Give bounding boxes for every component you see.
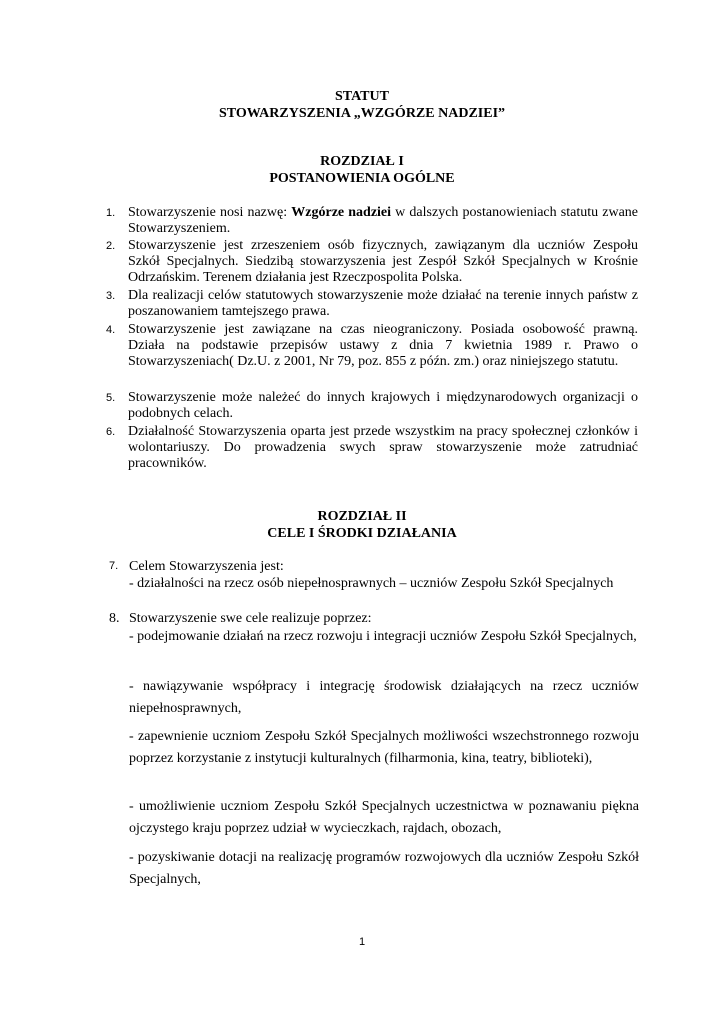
title-line-1: STATUT (335, 89, 389, 104)
title-line-2: STOWARZYSZENIA „WZGÓRZE NADZIEI” (218, 106, 506, 121)
article-text: Stowarzyszenie jest zrzeszeniem osób fizycznych, zawiązanym dla uczniów Zespołu Szkół Specjalnych. Siedzibą stowarzyszenia jest Zespół Szkół Specjalnych w Krośnie Odrzańskim. Terenem działania jest Rzeczpospolita Polska. (128, 238, 638, 285)
means-item: - zapewnienie uczniom Zespołu Szkół Specjalnych możliwości wszechstronnego rozwoju poprzez korzystanie z instytucji kulturalnych (filharmonia, kina, teatry, biblioteki), (129, 729, 639, 766)
article-7-goal: - działalności na rzecz osób niepełnosprawnych – uczniów Zespołu Szkół Specjalnych (129, 576, 614, 591)
statute-title (0, 88, 724, 122)
page-number: 1 (358, 936, 366, 948)
article-text: Stowarzyszenie swe cele realizuje poprzez: (129, 611, 372, 626)
article-text: Stowarzyszenie jest zawiązane na czas nieograniczony. Posiada osobowość prawną. Działa na podstawie przepisów ustawy z dnia 7 kwietnia 1989 r. Prawo o Stowarzyszeniach( Dz.U. z 2001, Nr 79, poz. 855 z późn. zm.) oraz niniejszego statutu. (128, 322, 638, 369)
chapter-1-heading (0, 153, 724, 187)
article-text: Dla realizacji celów statutowych stowarzyszenie może działać na terenie innych państw z poszanowaniem tamtejszego prawa. (128, 288, 638, 319)
article-4 (106, 322, 638, 370)
association-name: Wzgórze nadziei (291, 205, 392, 220)
article-6 (106, 424, 638, 472)
chapter-1-label: ROZDZIAŁ I (320, 154, 404, 169)
article-number: 3. (106, 290, 116, 302)
article-1 (106, 205, 638, 237)
article-number: 7. (109, 560, 119, 572)
article-8 (109, 610, 639, 627)
article-number: 4. (106, 324, 116, 336)
chapter-2-name: CELE I ŚRODKI DZIAŁANIA (267, 526, 457, 541)
article-number: 2. (106, 240, 116, 252)
article-number: 8. (109, 611, 120, 626)
article-number: 5. (106, 392, 116, 404)
means-item: - umożliwienie uczniom Zespołu Szkół Specjalnych uczestnictwa w poznawaniu piękna ojczystego kraju poprzez udział w wycieczkach, rajdach, obozach, (129, 799, 639, 836)
article-number: 1. (106, 207, 116, 219)
article-number: 6. (106, 426, 116, 438)
article-text: Stowarzyszenie nosi nazwę: Wzgórze nadziei w dalszych postanowieniach statutu zwane Stowarzyszeniem. (128, 205, 638, 236)
chapter-2-heading (0, 508, 724, 542)
chapter-1-name: POSTANOWIENIA OGÓLNE (269, 171, 455, 186)
article-text: Działalność Stowarzyszenia oparta jest przede wszystkim na pracy społecznej członków i wolontariuszy. Do prowadzenia swych spraw stowarzyszenie może zatrudniać pracowników. (128, 424, 638, 471)
means-item: - nawiązywanie współpracy i integrację środowisk działających na rzecz uczniów niepełnosprawnych, (129, 679, 639, 716)
article-text: Celem Stowarzyszenia jest: (129, 559, 284, 574)
article-3 (106, 288, 638, 320)
article-text: Stowarzyszenie może należeć do innych krajowych i międzynarodowych organizacji o podobnych celach. (128, 390, 638, 421)
article-7 (109, 558, 639, 575)
means-item: - pozyskiwanie dotacji na realizację programów rozwojowych dla uczniów Zespołu Szkół Specjalnych, (129, 850, 639, 887)
chapter-2-label: ROZDZIAŁ II (317, 509, 407, 524)
article-5 (106, 390, 638, 422)
article-2 (106, 238, 638, 286)
means-item: - podejmowanie działań na rzecz rozwoju i integracji uczniów Zespołu Szkół Specjalnych, (129, 629, 637, 644)
